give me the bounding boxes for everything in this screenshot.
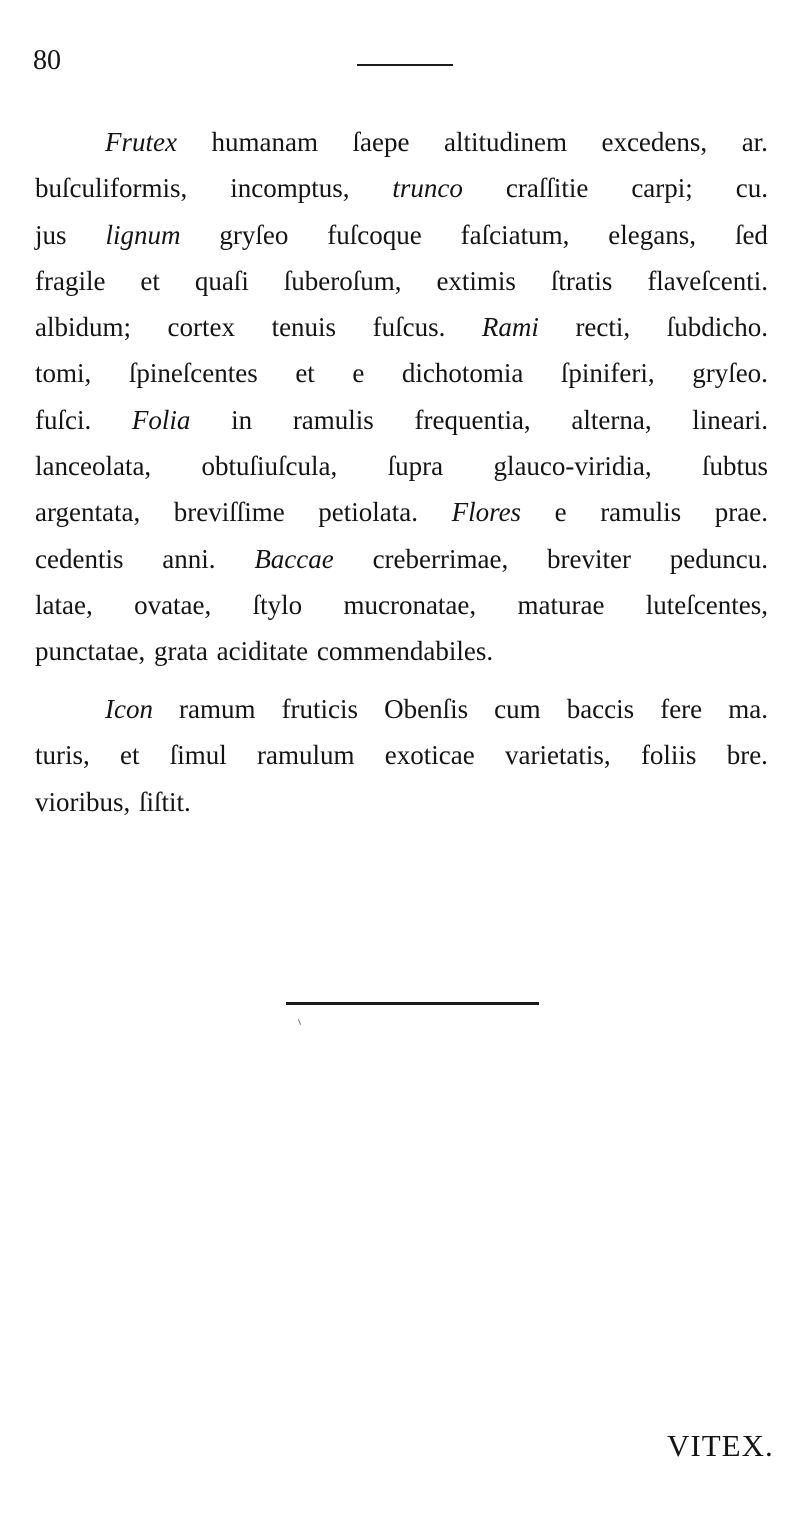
word: e <box>554 497 567 528</box>
word: elegans, <box>608 219 697 250</box>
word: et <box>295 358 315 389</box>
word: foliis <box>640 740 697 771</box>
word: extimis <box>436 265 516 296</box>
word: ſpineſcentes <box>128 358 258 389</box>
catchword: VITEX. <box>667 1428 774 1463</box>
word: altitudinem <box>443 127 567 157</box>
word: varietatis, <box>504 740 611 771</box>
word: maturae <box>517 589 605 620</box>
text-line <box>35 732 768 778</box>
italic-term: Icon <box>105 694 153 724</box>
text-line <box>35 779 768 825</box>
word: ramum <box>179 694 256 724</box>
word: ſtylo <box>252 589 303 620</box>
word: fuſcus. <box>372 312 446 343</box>
text-line <box>35 212 768 258</box>
text-line <box>35 119 768 165</box>
word: lanceolata, <box>35 451 152 482</box>
word: albidum; <box>35 312 131 343</box>
word: ſtratis <box>550 265 613 296</box>
word: et <box>120 740 140 771</box>
word: ſimul <box>169 740 227 771</box>
text-line <box>35 350 768 396</box>
text-line <box>35 489 768 535</box>
word: fere <box>660 694 703 724</box>
word: faſciatum, <box>460 219 570 250</box>
word: lineari. <box>692 404 768 435</box>
word: cedentis <box>35 543 124 574</box>
word: tenuis <box>271 312 337 343</box>
word: ſubdicho. <box>666 312 768 343</box>
word: fragile <box>35 265 106 296</box>
word: ramulis <box>600 497 682 528</box>
page-number: 80 <box>33 45 61 76</box>
word: fruticis <box>281 694 359 724</box>
word: gryſeo <box>219 219 289 250</box>
word: quaſi <box>194 265 249 296</box>
word: ſupra <box>387 451 444 482</box>
word: craſſitie <box>505 173 589 204</box>
text-line <box>35 536 768 582</box>
word: Obenſis <box>384 694 469 724</box>
word: petiolata. <box>318 497 419 528</box>
text-line <box>35 165 768 211</box>
word: punctatae, <box>35 636 146 667</box>
word: bre. <box>726 740 768 771</box>
italic-term: trunco <box>392 173 463 204</box>
word: e <box>352 358 365 389</box>
word: turis, <box>35 740 90 771</box>
italic-term: Rami <box>481 312 539 343</box>
word: excedens, <box>601 127 708 157</box>
word: ovatae, <box>134 589 212 620</box>
word: peduncu. <box>669 543 768 574</box>
italic-term: lignum <box>105 219 181 250</box>
word: fuſci. <box>35 404 92 435</box>
word: cortex <box>167 312 236 343</box>
word: alterna, <box>571 404 652 435</box>
word: creberrimae, <box>372 543 509 574</box>
end-rule <box>286 1002 539 1005</box>
text-line <box>35 397 768 443</box>
text-line <box>35 304 768 350</box>
word: prae. <box>714 497 768 528</box>
word: in <box>231 404 253 435</box>
word: anni. <box>162 543 216 574</box>
text-line <box>35 686 768 732</box>
word: breviter <box>547 543 631 574</box>
text-line <box>35 258 768 304</box>
word: ſiſtit. <box>139 786 191 817</box>
word: glauco-viridia, <box>493 451 652 482</box>
word: buſculiformis, <box>35 173 188 204</box>
word: grata <box>153 636 208 667</box>
word: ſpiniferi, <box>560 358 655 389</box>
text-line <box>35 628 768 674</box>
word: luteſcentes, <box>645 589 768 620</box>
word: aciditate <box>216 636 309 667</box>
word: fuſcoque <box>327 219 422 250</box>
header-rule <box>357 64 453 66</box>
word: recti, <box>575 312 631 343</box>
word: humanam <box>211 127 318 157</box>
italic-term: Flores <box>451 497 522 528</box>
word: ſaepe <box>352 127 410 157</box>
print-speck <box>298 1019 301 1025</box>
word: incomptus, <box>230 173 350 204</box>
word: ſed <box>734 219 768 250</box>
word: tomi, <box>35 358 92 389</box>
word: et <box>140 265 160 296</box>
word: ar. <box>741 127 768 157</box>
word: ramulis <box>292 404 374 435</box>
word: obtuſiuſcula, <box>201 451 338 482</box>
word: gryſeo. <box>692 358 768 389</box>
word: breviſſime <box>173 497 285 528</box>
word: frequentia, <box>414 404 531 435</box>
word: baccis <box>566 694 635 724</box>
word: argentata, <box>35 497 141 528</box>
word: exoticae <box>384 740 475 771</box>
word: commendabiles. <box>316 636 494 667</box>
paragraph-icon-note <box>35 686 768 825</box>
word: ma. <box>728 694 768 724</box>
word: latae, <box>35 589 93 620</box>
word: ſubtus <box>701 451 768 482</box>
paragraph-description <box>35 119 768 675</box>
word: mucronatae, <box>343 589 477 620</box>
word: cum <box>494 694 541 724</box>
italic-term: Baccae <box>254 543 334 574</box>
italic-term: Folia <box>131 404 191 435</box>
word: ſuberoſum, <box>283 265 402 296</box>
word: jus <box>35 219 67 250</box>
text-line <box>35 443 768 489</box>
word: carpi; <box>631 173 693 204</box>
text-line <box>35 582 768 628</box>
word: vioribus, <box>35 786 131 817</box>
italic-term: Frutex <box>105 127 177 157</box>
word: cu. <box>735 173 768 204</box>
word: dichotomia <box>401 358 524 389</box>
word: flaveſcenti. <box>647 265 768 296</box>
word: ramulum <box>257 740 355 771</box>
